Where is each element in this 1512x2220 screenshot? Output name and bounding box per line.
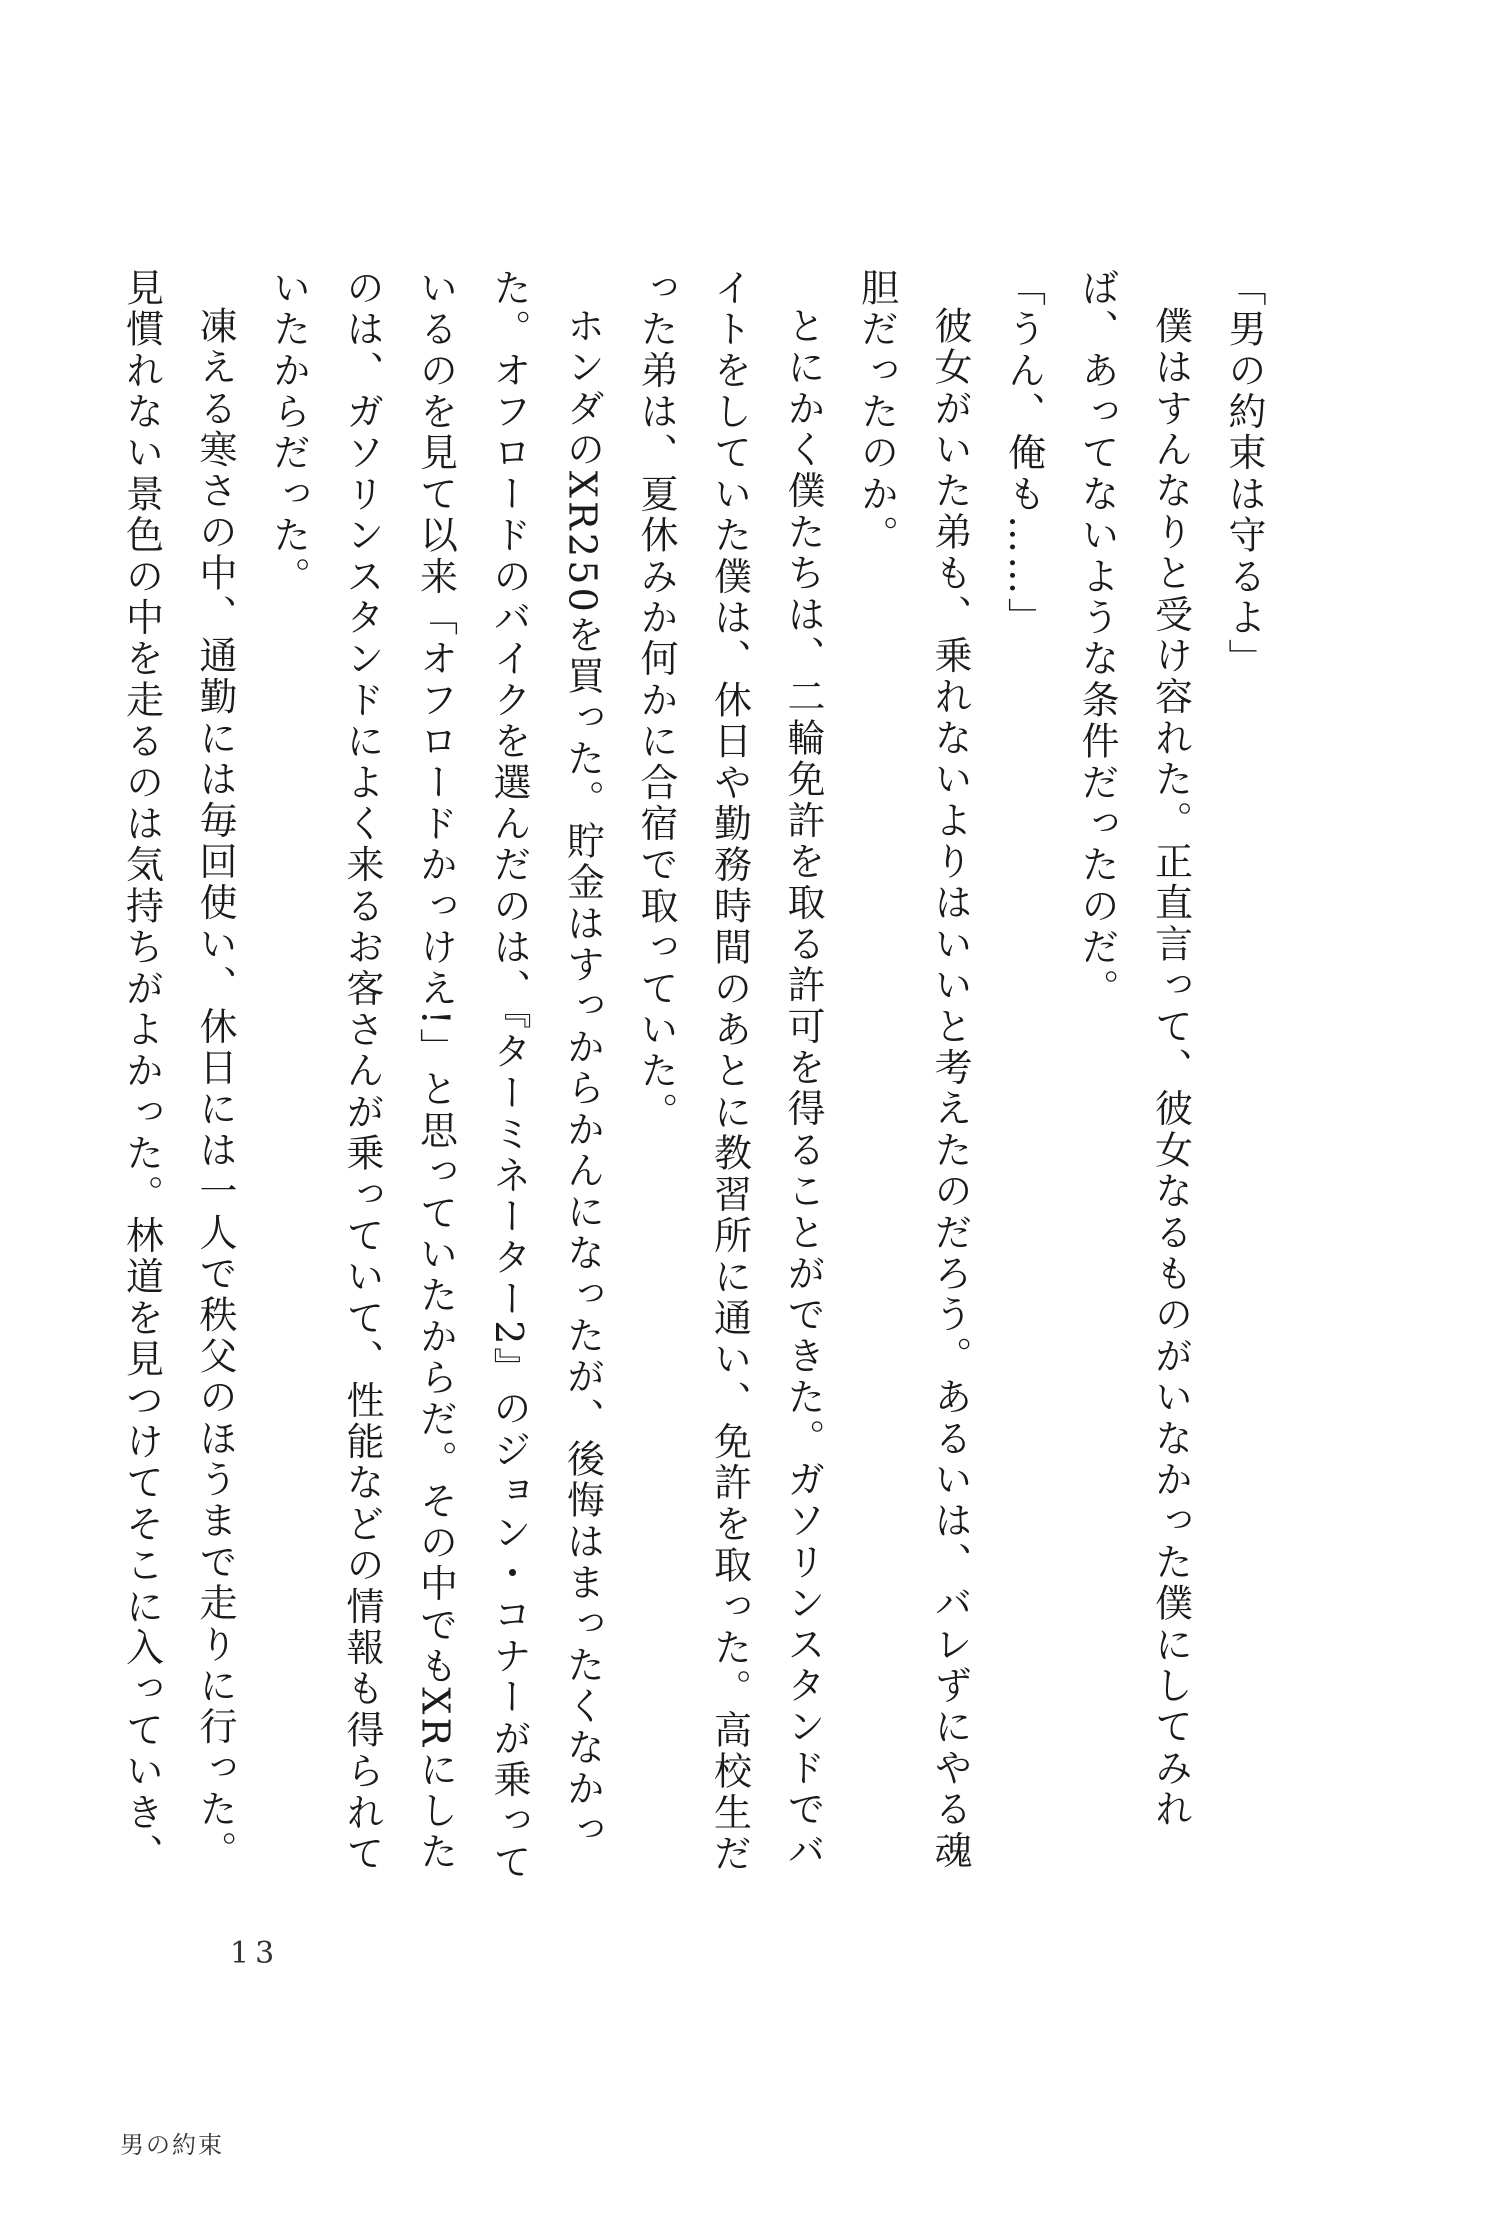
running-head: 男の約束 [120,2131,224,2159]
paragraph: 凍える寒さの中、通勤には毎回使い、休日には一人で秩父のほうまで走りに行った。見慣れない景色の中を走るのは気持ちがよかった。林道を見つけてそこに入っていき、 [119,268,237,1875]
paragraph: とにかく僕たちは、二輪免許を取る許可を得ることができた。ガソリンスタンドでバイトをしていた僕は、休日や勤務時間のあとに教習所に通い、免許を取った。高校生だった弟は、夏休みか何かに合宿で取っていた。 [634,268,825,1875]
paragraph: 彼女がいた弟も、乗れないよりはいいと考えたのだろう。あるいは、バレずにやる魂胆だったのか。 [854,268,972,1872]
paragraph: ホンダのXR250を買った。貯金はすっからかんになったが、後悔はまったくなかった。オフロードのバイクを選んだのは、『ターミネーター2』のジョン・コナーが乗っているのを見て以来「オフロードかっけえ!」と思っていたからだ。その中でもXRにしたのは、ガソリンスタンドによく来るお客さんが乗っていて、性能などの情報も得られていたからだった。 [266,268,605,1884]
paragraph-dialogue: 「男の約束は守るよ」 [1222,268,1266,680]
page-number: 13 [230,1936,281,1971]
paragraph: 僕はすんなりと受け容れた。正直言って、彼女なるものがいなかった僕にしてみれば、あってないような条件だったのだ。 [1075,268,1193,1831]
paragraph-dialogue: 「うん、俺も……」 [1001,268,1046,639]
body-text [119,268,1280,1888]
